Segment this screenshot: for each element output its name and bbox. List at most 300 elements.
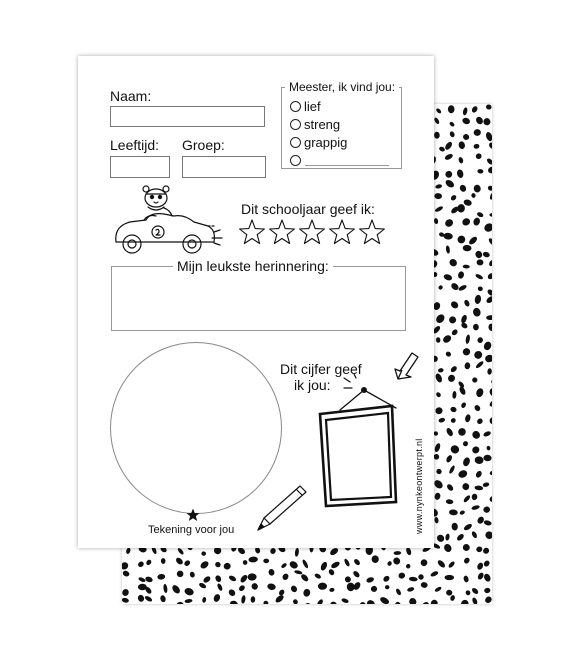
pattern-dot (460, 322, 468, 330)
pattern-dot (434, 373, 443, 384)
pattern-dot (483, 430, 492, 437)
leeftijd-label: Leeftijd: (110, 137, 160, 153)
pattern-dot (472, 307, 482, 317)
radio-circle-icon (290, 155, 301, 166)
teacher-gift-card (78, 56, 434, 548)
pattern-dot (483, 117, 492, 126)
star-filled-icon (186, 508, 200, 522)
pattern-dot (438, 285, 444, 291)
pattern-dot (460, 314, 468, 324)
pattern-dot (486, 288, 492, 297)
pattern-dot (486, 315, 492, 320)
pattern-dot (434, 517, 439, 524)
pattern-dot (464, 414, 471, 423)
pattern-dot (353, 558, 361, 566)
pattern-dot (288, 560, 299, 570)
pattern-dot (449, 509, 458, 516)
pattern-dot (405, 547, 412, 556)
pattern-dot (303, 588, 311, 597)
pattern-dot (435, 184, 443, 190)
pattern-dot (250, 596, 255, 603)
pattern-dot (202, 575, 211, 584)
pattern-dot (434, 205, 444, 213)
pattern-dot (450, 300, 460, 310)
pattern-dot (365, 598, 376, 604)
pattern-dot (359, 602, 367, 604)
pattern-dot (490, 379, 492, 385)
pattern-dot (435, 391, 442, 398)
pattern-dot (483, 520, 492, 527)
option-grappig[interactable] (290, 136, 347, 149)
pattern-dot (269, 547, 276, 555)
pattern-dot (471, 429, 482, 440)
pattern-dot (471, 531, 478, 539)
option-label: streng (304, 117, 341, 132)
pattern-dot (227, 588, 236, 597)
star-outline-icon[interactable] (300, 220, 325, 244)
picture-frame-icon (310, 374, 410, 514)
pattern-dot (171, 584, 182, 595)
pattern-dot (417, 573, 424, 580)
pattern-dot (463, 199, 473, 207)
pattern-dot (345, 576, 351, 582)
pattern-dot (145, 576, 154, 583)
star-outline-icon[interactable] (240, 220, 265, 244)
pattern-dot (263, 600, 270, 604)
pattern-dot (314, 573, 322, 580)
pattern-dot (483, 455, 491, 462)
pattern-dot (202, 597, 207, 603)
pattern-dot (488, 141, 492, 149)
pattern-dot (448, 465, 456, 475)
pattern-dot (489, 399, 492, 407)
pattern-dot (329, 547, 340, 557)
pattern-dot (392, 556, 402, 566)
pattern-dot (450, 194, 458, 201)
pattern-dot (475, 360, 485, 369)
groep-label: Groep: (182, 137, 225, 153)
pattern-dot (447, 373, 457, 383)
pattern-dot (433, 479, 445, 491)
pattern-dot (461, 117, 471, 126)
pattern-dot (474, 294, 482, 304)
pattern-dot (475, 273, 484, 280)
pattern-dot (451, 522, 458, 530)
pattern-dot (488, 416, 492, 426)
pattern-dot (482, 547, 490, 555)
pattern-dot (450, 406, 458, 413)
pattern-dot (489, 470, 492, 476)
pattern-dot (476, 417, 484, 425)
pattern-dot (460, 402, 467, 409)
pattern-dot (122, 570, 130, 578)
pattern-dot (343, 558, 350, 567)
pattern-dot (464, 362, 470, 370)
pattern-dot (457, 204, 466, 213)
pattern-dot (477, 286, 483, 292)
pattern-dot (395, 602, 401, 604)
pattern-dot (294, 548, 299, 557)
pattern-dot (409, 576, 418, 581)
pattern-dot (444, 153, 454, 161)
cijfer-label-line1: Dit cijfer geef (280, 361, 362, 377)
pattern-dot (485, 131, 492, 142)
pattern-dot (463, 299, 470, 307)
pattern-dot (268, 568, 275, 576)
pattern-dot (461, 543, 471, 553)
pattern-dot (462, 440, 468, 447)
radio-circle-icon (290, 137, 301, 148)
pattern-dot (201, 551, 206, 556)
pattern-dot (198, 582, 207, 590)
pattern-dot (228, 574, 237, 582)
pattern-dot (420, 582, 428, 589)
pattern-dot (199, 560, 210, 570)
pattern-dot (300, 573, 310, 583)
pattern-dot (434, 131, 440, 138)
pattern-dot (443, 273, 453, 281)
star-outline-icon[interactable] (270, 220, 295, 244)
pattern-dot (462, 347, 472, 356)
pattern-dot (462, 482, 470, 491)
pattern-dot (138, 576, 146, 583)
pattern-dot (471, 587, 479, 595)
pattern-dot (483, 340, 492, 351)
pattern-dot (477, 169, 483, 174)
pattern-dot (468, 235, 479, 245)
pattern-dot (395, 588, 402, 596)
pattern-dot (263, 559, 269, 564)
pattern-dot (456, 533, 465, 542)
pattern-dot (241, 595, 246, 604)
pattern-dot (183, 587, 194, 597)
pattern-dot (436, 559, 446, 569)
pattern-dot (458, 284, 468, 292)
pattern-dot (434, 218, 439, 225)
pattern-dot (444, 575, 454, 580)
pattern-dot (476, 562, 484, 571)
pattern-dot (448, 257, 458, 267)
pattern-dot (274, 594, 285, 604)
pattern-dot (445, 454, 453, 463)
pattern-dot (267, 583, 277, 591)
pattern-dot (379, 596, 390, 604)
pattern-dot (475, 152, 483, 160)
pattern-dot (486, 445, 491, 450)
pattern-dot (452, 391, 457, 399)
pattern-dot (459, 510, 465, 516)
pattern-dot (137, 594, 145, 603)
pattern-dot (163, 584, 168, 594)
pattern-dot (459, 184, 468, 193)
pattern-dot (280, 562, 287, 569)
pattern-dot (137, 560, 145, 568)
pattern-dot (444, 170, 453, 179)
pattern-dot (475, 115, 485, 125)
pattern-dot (443, 543, 453, 554)
pattern-dot (484, 595, 492, 604)
pattern-dot (471, 505, 480, 511)
pattern-dot (144, 595, 153, 603)
pattern-dot (474, 129, 482, 136)
website-credit: www.nynkeontwerpt.nl (414, 438, 424, 534)
pattern-dot (438, 146, 445, 153)
pattern-dot (483, 506, 491, 514)
pattern-dot (463, 557, 471, 565)
pattern-dot (450, 282, 460, 292)
pattern-dot (366, 576, 375, 583)
pattern-dot (471, 597, 478, 604)
pattern-dot (214, 561, 222, 568)
pattern-dot (281, 573, 289, 582)
pattern-dot (448, 560, 456, 568)
pattern-dot (352, 570, 361, 579)
pattern-dot (445, 427, 454, 437)
pattern-dot (488, 237, 492, 246)
pattern-dot (476, 211, 484, 218)
pattern-dot (484, 354, 492, 363)
pattern-dot (247, 573, 256, 581)
radio-circle-icon (290, 101, 301, 112)
pattern-dot (183, 559, 191, 567)
pattern-dot (189, 571, 195, 578)
pattern-dot (445, 351, 452, 358)
pattern-dot (446, 483, 455, 492)
pattern-dot (489, 213, 492, 217)
groep-field[interactable] (182, 156, 266, 178)
pattern-dot (471, 105, 479, 113)
pattern-dot (485, 104, 492, 110)
option-lief[interactable] (290, 100, 321, 113)
pattern-dot (458, 141, 466, 150)
meester-title: Meester, ik vind jou: (285, 81, 399, 93)
pattern-dot (462, 456, 471, 467)
pattern-dot (489, 495, 492, 502)
pattern-dot (328, 568, 336, 576)
pattern-dot (294, 570, 303, 575)
pattern-dot (474, 456, 483, 464)
pattern-dot (122, 597, 129, 603)
pattern-dot (239, 574, 248, 584)
pattern-dot (463, 575, 469, 583)
pattern-dot (318, 583, 327, 590)
pattern-dot (445, 245, 450, 254)
pattern-dot (329, 601, 338, 604)
pattern-dot (473, 143, 480, 149)
pattern-dot (450, 417, 457, 424)
pattern-dot (460, 599, 470, 604)
pattern-dot (473, 184, 481, 193)
pattern-dot (238, 584, 246, 592)
pattern-dot (223, 562, 232, 570)
pattern-dot (385, 585, 390, 590)
pattern-dot (435, 468, 442, 475)
pattern-dot (444, 178, 455, 189)
pattern-dot (474, 485, 483, 490)
pattern-dot (463, 245, 472, 252)
pattern-dot (483, 573, 492, 583)
naam-label: Naam: (110, 88, 152, 104)
pattern-dot (330, 560, 341, 569)
pattern-dot (446, 589, 453, 596)
pattern-dot (462, 107, 468, 116)
star-rating[interactable] (238, 218, 390, 248)
pattern-dot (448, 105, 455, 113)
pattern-dot (176, 570, 184, 578)
pattern-dot (216, 583, 223, 592)
pattern-dot (436, 337, 441, 343)
pattern-dot (450, 595, 456, 602)
pattern-dot (290, 584, 299, 593)
pattern-dot (303, 602, 311, 604)
pattern-dot (157, 573, 166, 580)
pattern-dot (435, 407, 443, 414)
option-label: grappig (304, 135, 348, 150)
pattern-dot (463, 523, 473, 532)
car-illustration (108, 180, 226, 262)
pattern-dot (482, 251, 490, 258)
pattern-dot (472, 217, 481, 227)
pattern-dot (175, 600, 186, 604)
pattern-dot (370, 585, 377, 592)
pattern-dot (433, 454, 439, 460)
pattern-dot (471, 193, 476, 199)
pattern-dot (382, 575, 390, 583)
pattern-dot (160, 595, 167, 603)
schooljaar-label: Dit schooljaar geef ik: (241, 201, 375, 217)
leeftijd-field[interactable] (110, 156, 170, 178)
pattern-dot (405, 563, 411, 569)
star-outline-icon[interactable] (330, 220, 355, 244)
pattern-dot (434, 586, 442, 593)
option-other-line (305, 165, 389, 166)
pattern-dot (473, 349, 484, 360)
tekening-label: Tekening voor jou (148, 524, 235, 536)
pattern-dot (458, 386, 466, 396)
pencil-icon (254, 482, 310, 534)
pattern-dot (482, 482, 490, 488)
pattern-dot (320, 561, 329, 572)
pattern-dot (476, 546, 483, 553)
pattern-dot (473, 404, 481, 412)
pattern-dot (462, 133, 470, 141)
pattern-dot (471, 445, 481, 455)
pattern-dot (488, 323, 492, 331)
pattern-dot (487, 166, 492, 175)
pattern-dot (434, 313, 446, 325)
pattern-dot (442, 334, 453, 345)
pattern-dot (387, 560, 393, 566)
pattern-dot (457, 427, 467, 437)
cijfer-label-line2: ik jou: (294, 377, 331, 393)
pattern-dot (434, 442, 442, 452)
pattern-dot (448, 315, 458, 325)
pattern-dot (184, 599, 192, 604)
pattern-dot (407, 586, 415, 592)
naam-field[interactable] (110, 106, 265, 127)
pattern-dot (292, 598, 298, 604)
pattern-dot (475, 470, 483, 479)
pattern-dot (248, 556, 258, 563)
pattern-dot (449, 131, 456, 138)
pattern-dot (472, 377, 478, 383)
pattern-dot (457, 271, 465, 280)
pattern-dot (161, 558, 166, 564)
pattern-dot (444, 218, 455, 229)
pattern-dot (488, 259, 492, 267)
option-other[interactable] (290, 154, 304, 167)
option-label: lief (304, 99, 321, 114)
pattern-dot (446, 499, 454, 505)
pattern-dot (489, 192, 492, 201)
star-outline-icon[interactable] (360, 220, 385, 244)
pattern-dot (212, 593, 221, 603)
pattern-dot (434, 193, 442, 200)
pattern-dot (145, 559, 152, 566)
pattern-dot (214, 574, 222, 583)
radio-circle-icon (290, 119, 301, 130)
pattern-dot (487, 272, 492, 280)
pattern-dot (421, 601, 431, 604)
pattern-dot (433, 117, 440, 125)
pattern-dot (438, 368, 444, 373)
pattern-dot (229, 600, 238, 604)
pattern-dot (463, 494, 472, 503)
pattern-dot (476, 515, 485, 524)
pattern-dot (436, 533, 446, 543)
pattern-dot (475, 387, 484, 398)
pattern-dot (487, 368, 492, 375)
pattern-dot (443, 232, 453, 240)
pattern-dot (177, 547, 185, 555)
pattern-dot (434, 492, 441, 501)
pattern-dot (451, 328, 459, 336)
pattern-dot (371, 555, 378, 563)
pattern-dot (465, 334, 471, 344)
pattern-dot (445, 533, 450, 541)
pattern-dot (301, 559, 309, 569)
pattern-dot (122, 588, 130, 597)
pattern-dot (473, 324, 479, 331)
pattern-dot (488, 387, 492, 399)
pattern-dot (456, 169, 464, 179)
pattern-dot (465, 590, 471, 597)
pattern-dot (474, 250, 483, 259)
pattern-dot (316, 598, 324, 604)
pattern-dot (486, 157, 492, 165)
pattern-dot (458, 156, 464, 163)
pattern-dot (463, 264, 470, 268)
pattern-dot (476, 259, 483, 265)
herinnering-box[interactable] (111, 266, 406, 331)
pattern-dot (125, 547, 131, 554)
pattern-dot (430, 599, 438, 604)
pattern-dot (487, 185, 492, 191)
pattern-dot (457, 469, 468, 479)
pattern-dot (477, 572, 485, 581)
pattern-dot (122, 561, 130, 571)
pattern-dot (484, 530, 492, 541)
option-streng[interactable] (290, 118, 340, 131)
pattern-dot (483, 559, 491, 567)
pattern-dot (438, 417, 446, 423)
pattern-dot (483, 222, 492, 234)
pattern-dot (251, 582, 259, 590)
pattern-dot (449, 444, 461, 456)
pattern-dot (430, 570, 439, 577)
pattern-dot (435, 107, 442, 114)
pattern-dot (484, 588, 491, 594)
